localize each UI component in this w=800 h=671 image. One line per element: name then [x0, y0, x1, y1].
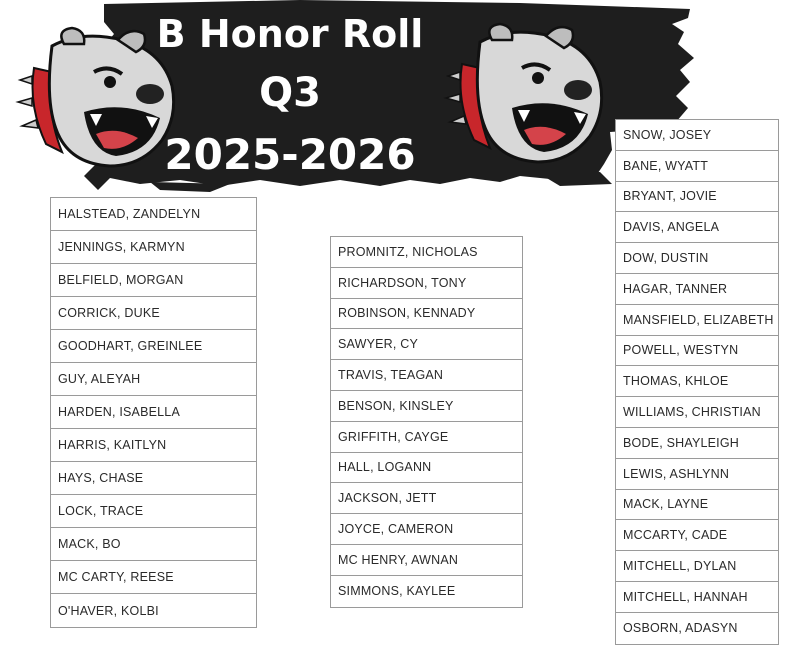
name-list-item: MITCHELL, HANNAH — [616, 582, 778, 613]
name-list-column-2 — [330, 236, 523, 608]
name-list-item: SAWYER, CY — [331, 329, 522, 360]
name-list-item: TRAVIS, TEAGAN — [331, 360, 522, 391]
name-list-item: DAVIS, ANGELA — [616, 212, 778, 243]
name-list-item: ROBINSON, KENNADY — [331, 299, 522, 330]
name-list-item: BANE, WYATT — [616, 151, 778, 182]
name-list-item: HARDEN, ISABELLA — [51, 396, 256, 429]
bulldog-mascot-icon — [440, 12, 610, 172]
name-list-item: WILLIAMS, CHRISTIAN — [616, 397, 778, 428]
name-list-column-3 — [615, 119, 779, 645]
name-list-item: BELFIELD, MORGAN — [51, 264, 256, 297]
name-list-item: MC HENRY, AWNAN — [331, 545, 522, 576]
name-list-item: JACKSON, JETT — [331, 483, 522, 514]
name-list-item: HALSTEAD, ZANDELYN — [51, 198, 256, 231]
name-list-item: RICHARDSON, TONY — [331, 268, 522, 299]
name-list-item: HALL, LOGANN — [331, 453, 522, 484]
school-year-label: 2025-2026 — [164, 130, 416, 179]
name-list-item: LOCK, TRACE — [51, 495, 256, 528]
name-list-item: BODE, SHAYLEIGH — [616, 428, 778, 459]
name-list-item: PROMNITZ, NICHOLAS — [331, 237, 522, 268]
name-list-item: MITCHELL, DYLAN — [616, 551, 778, 582]
name-list-item: THOMAS, KHLOE — [616, 366, 778, 397]
name-list-item: GUY, ALEYAH — [51, 363, 256, 396]
name-list-item: MACK, BO — [51, 528, 256, 561]
name-list-item: SIMMONS, KAYLEE — [338, 584, 456, 599]
name-list-item: JENNINGS, KARMYN — [51, 231, 256, 264]
name-list-item: HARRIS, KAITLYN — [51, 429, 256, 462]
name-list-item: GRIFFITH, CAYGE — [331, 422, 522, 453]
name-list-item: CORRICK, DUKE — [51, 297, 256, 330]
page-title: B Honor Roll — [156, 12, 424, 56]
name-list-item: MC CARTY, REESE — [51, 561, 256, 594]
name-list-item: BENSON, KINSLEY — [331, 391, 522, 422]
name-list-item: MANSFIELD, ELIZABETH — [616, 305, 778, 336]
name-list-item: HAGAR, TANNER — [616, 274, 778, 305]
name-list-item: OSBORN, ADASYN — [623, 621, 738, 636]
name-list-item: JOYCE, CAMERON — [331, 514, 522, 545]
name-list-item: O'HAVER, KOLBI — [58, 603, 159, 618]
name-list-item: GOODHART, GREINLEE — [51, 330, 256, 363]
name-list-item: POWELL, WESTYN — [616, 336, 778, 367]
quarter-label: Q3 — [259, 70, 321, 116]
name-list-column-1 — [50, 197, 257, 628]
name-list-item: SNOW, JOSEY — [616, 120, 778, 151]
name-list-item: HAYS, CHASE — [51, 462, 256, 495]
name-list-item: BRYANT, JOVIE — [616, 182, 778, 213]
name-list-item: MCCARTY, CADE — [616, 520, 778, 551]
bulldog-mascot-icon — [12, 16, 182, 176]
name-list-item: DOW, DUSTIN — [616, 243, 778, 274]
name-list-item: MACK, LAYNE — [616, 490, 778, 521]
name-list-item: LEWIS, ASHLYNN — [616, 459, 778, 490]
